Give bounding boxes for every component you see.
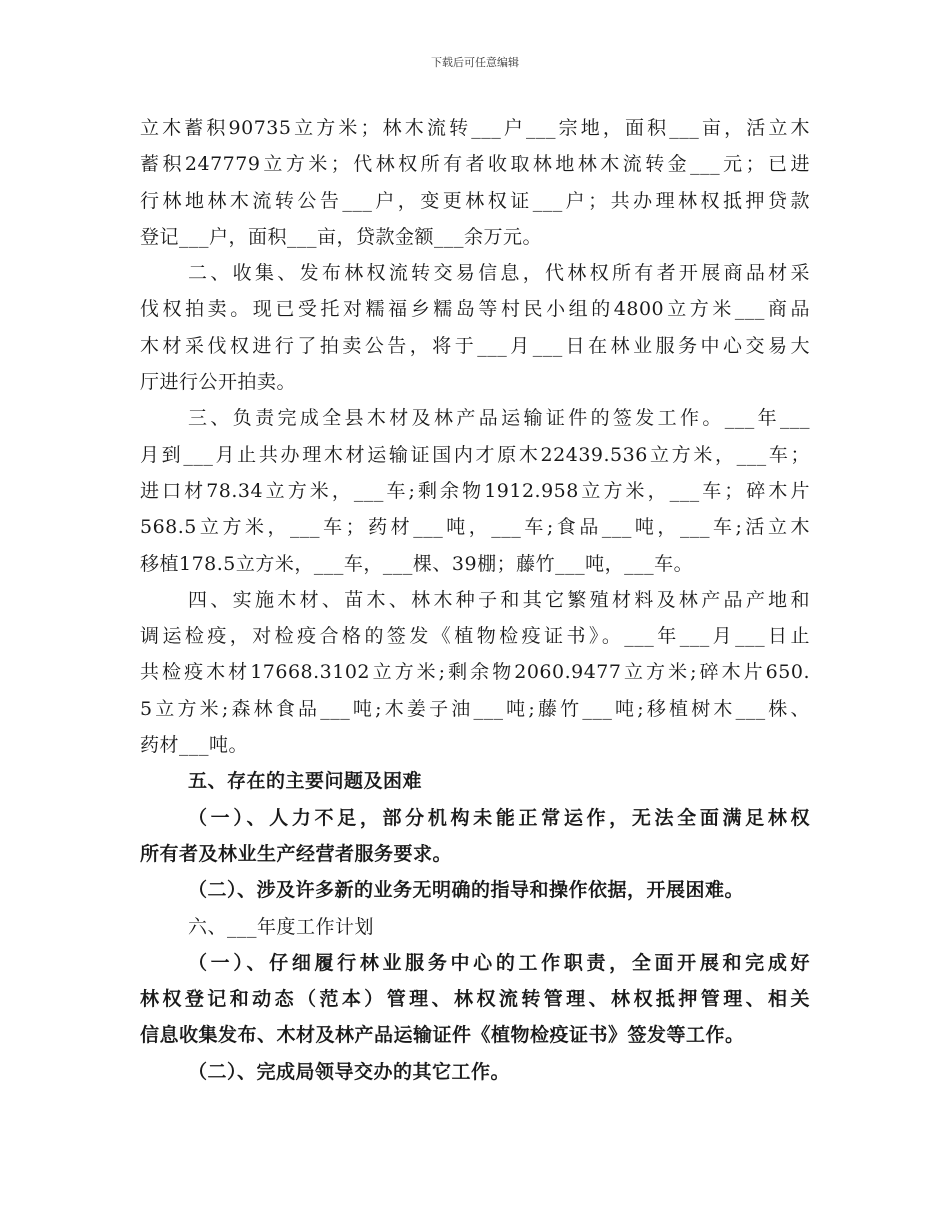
page-header: 下载后可任意编辑 bbox=[431, 56, 519, 69]
document-body bbox=[140, 110, 810, 1090]
paragraph-line: 二、收集、发布林权流转交易信息，代林权所有者开展商品材采 bbox=[188, 262, 810, 285]
paragraph-line: 5立方米;森林食品___吨;木姜子油___吨;藤竹___吨;移植树木___株、 bbox=[140, 697, 810, 720]
paragraph-line: 木材采伐权进行了拍卖公告，将于___月___日在林业服务中心交易大 bbox=[140, 334, 810, 357]
paragraph-line: 所有者及林业生产经营者服务要求。 bbox=[140, 842, 453, 865]
paragraph-line: 蓄积247779立方米；代林权所有者收取林地林木流转金___元；已进 bbox=[140, 153, 810, 176]
paragraph-line: （一）、人力不足，部分机构未能正常运作，无法全面满足林权 bbox=[188, 806, 810, 829]
section-heading: 六、___年度工作计划 bbox=[188, 915, 375, 938]
paragraph-line: 信息收集发布、木材及林产品运输证件《植物检疫证书》签发等工作。 bbox=[140, 1024, 745, 1047]
paragraph-line: 三、负责完成全县木材及林产品运输证件的签发工作。___年___ bbox=[188, 407, 810, 430]
paragraph-line: 四、实施木材、苗木、林木种子和其它繁殖材料及林产品产地和 bbox=[188, 588, 810, 611]
paragraph-line: 林权登记和动态（范本）管理、林权流转管理、林权抵押管理、相关 bbox=[140, 988, 810, 1011]
paragraph-line: （一）、仔细履行林业服务中心的工作职责，全面开展和完成好 bbox=[188, 951, 810, 974]
paragraph-line: 厅进行公开拍卖。 bbox=[140, 371, 297, 394]
paragraph-line: 立木蓄积90735立方米；林木流转___户___宗地，面积___亩，活立木 bbox=[140, 117, 810, 139]
paragraph-line: 登记___户，面积___亩，贷款金额___余万元。 bbox=[140, 225, 543, 248]
paragraph-line: 月到___月止共办理木材运输证国内才原木22439.536立方米，___车； bbox=[140, 443, 810, 466]
paragraph-line: 药材___吨。 bbox=[140, 734, 249, 757]
section-heading: 五、存在的主要问题及困难 bbox=[188, 770, 423, 793]
paragraph-line: （二）、涉及许多新的业务无明确的指导和操作依据，开展困难。 bbox=[188, 879, 745, 902]
paragraph-line: （二）、完成局领导交办的其它工作。 bbox=[188, 1060, 511, 1083]
paragraph-line: 行林地林木流转公告___户，变更林权证___户；共办理林权抵押贷款 bbox=[140, 189, 810, 212]
paragraph-line: 伐权拍卖。现已受托对糯福乡糯岛等村民小组的4800立方米___商品 bbox=[140, 298, 810, 321]
paragraph-line: 移植178.5立方米，___车，___棵、39棚；藤竹___吨，___车。 bbox=[140, 552, 694, 575]
paragraph-line: 共检疫木材17668.3102立方米;剩余物2060.9477立方米;碎木片650. bbox=[140, 661, 810, 684]
paragraph-line: 进口材78.34立方米，___车;剩余物1912.958立方米，___车；碎木片 bbox=[140, 479, 810, 502]
paragraph-line: 调运检疫，对检疫合格的签发《植物检疫证书》。___年___月___日止 bbox=[140, 625, 810, 648]
paragraph-line: 568.5立方米，___车；药材___吨，___车;食品___吨，___车;活立木 bbox=[140, 516, 810, 539]
